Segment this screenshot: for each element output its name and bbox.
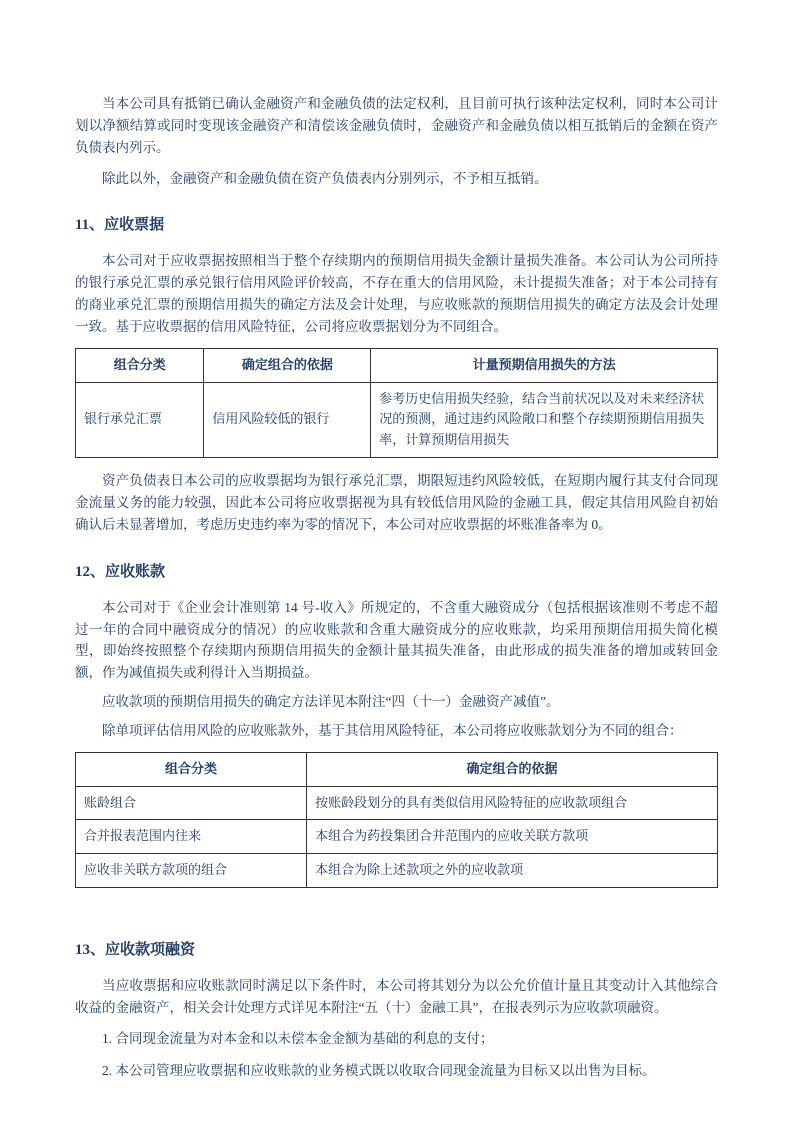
table-cell-group-class: 账龄组合 [76, 786, 307, 820]
table-header-cell-group-basis: 确定组合的依据 [307, 752, 718, 786]
table-row [76, 382, 718, 457]
section-heading-12-accounts-receivable: 12、应收账款 [75, 563, 166, 580]
table-cell-group-basis: 信用风险较低的银行 [204, 382, 371, 457]
paragraph-no-offsetting: 除此以外，金融资产和金融负债在资产负债表内分别列示，不予相互抵销。 [102, 170, 548, 186]
table-row [76, 786, 718, 820]
table-cell-ecl-method: 参考历史信用损失经验，结合当前状况以及对未来经济状况的预测，通过违约风险敞口和整个存续期预期信用损失率，计算预期信用损失 [371, 382, 718, 457]
table-row [76, 854, 718, 888]
table-cell-group-basis: 按账龄段划分的具有类似信用风险特征的应收款项组合 [307, 786, 718, 820]
paragraph-s13-policy: 当应收票据和应收账款同时满足以下条件时，本公司将其划分为以公允价值计量且其变动计入其他综合收益的金融资产，相关会计处理方式详见本附注“五（十）金融工具”，在报表列示为应收款项融资。 [75, 977, 718, 1015]
table-cell-group-class: 应收非关联方款项的组合 [76, 854, 307, 888]
table-row [76, 820, 718, 854]
table-header-row [76, 752, 718, 786]
table-cell-group-class: 合并报表范围内往来 [76, 820, 307, 854]
table-header-cell-ecl-method: 计量预期信用损失的方法 [371, 348, 718, 382]
paragraph-s11-conclusion: 资产负债表日本公司的应收票据均为银行承兑汇票，期限短违约风险较低，在短期内履行其支付合同现金流量义务的能力较强，因此本公司将应收票据视为具有较低信用风险的金融工具，假定其信用风险自初始确认后未显著增加，考虑历史违约率为零的情况下，本公司对应收票据的坏账准备率为 0。 [75, 473, 718, 532]
table-header-cell-group-class: 组合分类 [76, 348, 204, 382]
table-cell-group-basis: 本组合为药投集团合并范围内的应收关联方款项 [307, 820, 718, 854]
section-heading-13-receivables-financing: 13、应收款项融资 [75, 941, 196, 958]
paragraph-s12-reference: 应收款项的预期信用损失的确定方法详见本附注“四（十一）金融资产减值”。 [102, 694, 560, 710]
list-item-condition-2: 2. 本公司管理应收票据和应收账款的业务模式既以收取合同现金流量为目标又以出售为目标。 [102, 1062, 656, 1078]
table-cell-group-basis: 本组合为除上述款项之外的应收款项 [307, 854, 718, 888]
table-header-row [76, 348, 718, 382]
table-header-cell-group-class: 组合分类 [76, 752, 307, 786]
list-item-condition-1: 1. 合同现金流量为对本金和以未偿本金金额为基础的利息的支付； [102, 1030, 494, 1046]
table-cell-group-class: 银行承兑汇票 [76, 382, 204, 457]
paragraph-s12-grouping-intro: 除单项评估信用风险的应收账款外，基于其信用风险特征，本公司将应收账款划分为不同的组合： [102, 722, 683, 738]
section-heading-11-notes-receivable: 11、应收票据 [75, 217, 165, 234]
paragraph-s12-policy: 本公司对于《企业会计准则第 14 号-收入》所规定的，不含重大融资成分（包括根据该准则不考虑不超过一年的合同中融资成分的情况）的应收账款和含重大融资成分的应收账款，均采用预期信用损失简化模型，即始终按照整个存续期内预期信用损失的金额计量其损失准备，由此形成的损失准备的增加或转回金额，作为减值损失或利得计入当期损益。 [75, 599, 718, 681]
paragraph-offsetting-policy: 当本公司具有抵销已确认金融资产和金融负债的法定权利，且目前可执行该种法定权利，同时本公司计划以净额结算或同时变现该金融资产和清偿该金融负债时，金融资产和金融负债以相互抵销后的金额在资产负债表内列示。 [75, 96, 718, 155]
table-header-cell-group-basis: 确定组合的依据 [204, 348, 371, 382]
table-accounts-receivable-groups [75, 752, 718, 888]
paragraph-s11-policy: 本公司对于应收票据按照相当于整个存续期内的预期信用损失金额计量损失准备。本公司认为公司所持的银行承兑汇票的承兑银行信用风险评价较高，不存在重大的信用风险，未计提损失准备；对于本公司持有的商业承兑汇票的预期信用损失的确定方法及会计处理，与应收账款的预期信用损失的确定方法及会计处理一致。基于应收票据的信用风险特征，公司将应收票据划分为不同组合。 [75, 253, 718, 335]
table-notes-receivable-groups [75, 348, 718, 458]
